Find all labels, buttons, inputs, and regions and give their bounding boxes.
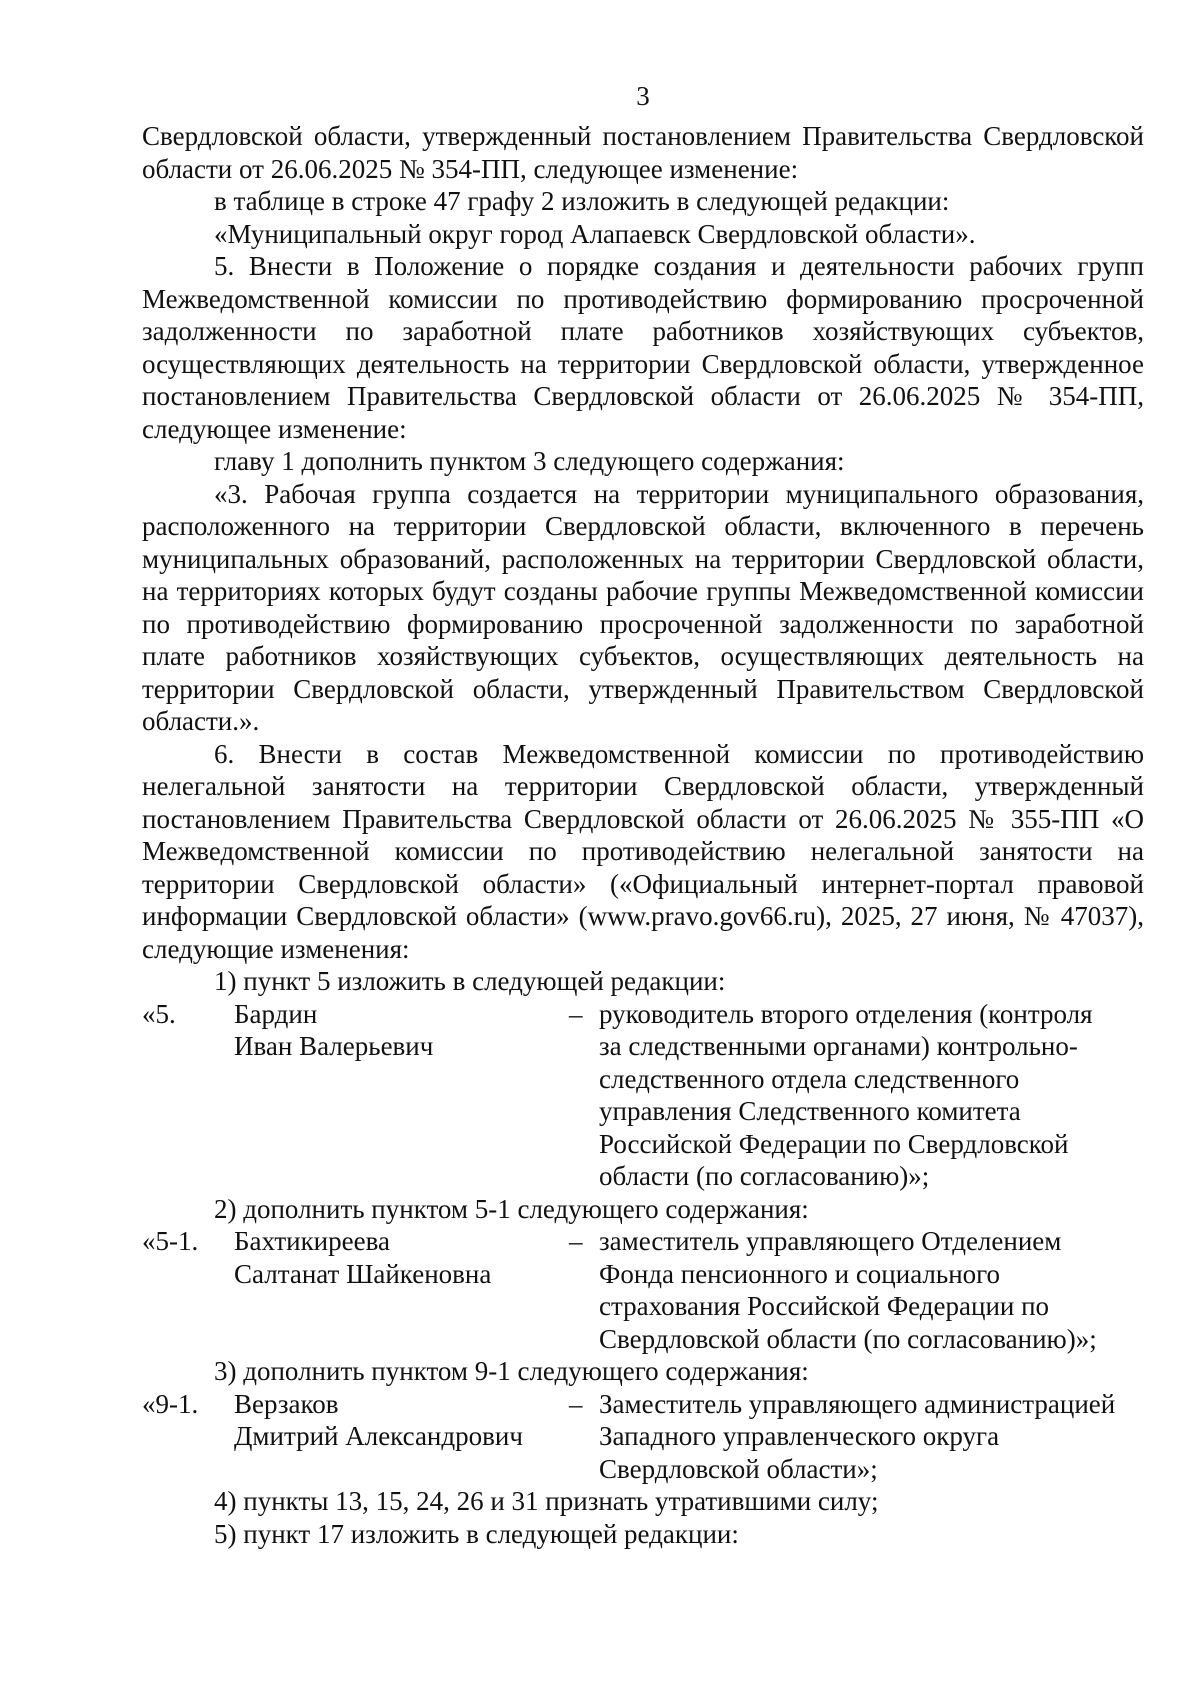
entry-number: «5.	[142, 998, 176, 1029]
member-surname: Бардин	[234, 998, 318, 1029]
member-name	[234, 998, 569, 1193]
member-position: руководитель второго отделения (контроля за следственными органами) контрольно- следственного отдела следственного управления Следственного комитета Российской Федерации по Свердловской области (по согласованию)»;	[599, 998, 1093, 1191]
member-given-names: Иван Валерьевич	[234, 1031, 434, 1061]
page-number: 3	[636, 81, 650, 111]
member-position: заместитель управляющего Отделением Фонда пенсионного и социального страхования Российской Федерации по Свердловской области (по согласованию)»;	[599, 1226, 1097, 1354]
entry-dash: –	[569, 1388, 583, 1419]
commission-member-entry	[142, 998, 1144, 1193]
member-position: Заместитель управляющего администрацией Западного управленческого округа Свердловской области»;	[599, 1388, 1116, 1484]
member-given-names: Дмитрий Александрович	[234, 1421, 523, 1451]
paragraph: в таблице в строке 47 графу 2 изложить в следующей редакции:	[214, 186, 950, 216]
member-surname: Бахтикиреева	[234, 1226, 390, 1256]
commission-member-entry	[142, 1225, 1144, 1355]
member-name	[234, 1388, 569, 1486]
member-surname: Верзаков	[234, 1388, 339, 1419]
commission-member-entry	[142, 1388, 1144, 1486]
paragraph: 1) пункт 5 изложить в следующей редакции:	[214, 966, 726, 996]
entry-dash: –	[569, 998, 583, 1029]
document-body	[142, 120, 1144, 1550]
paragraph: 5) пункт 17 изложить в следующей редакции:	[214, 1518, 739, 1549]
paragraph: 5. Внести в Положение о порядке создания и деятельности рабочих групп Межведомственной комиссии по противодействию формированию просроченной задолженности по заработной плате работников хозяйствующих субъектов, осуществляющих деятельность на территории Свердловской области, утвержденное постановлением Правительства Свердловской области от 26.06.2025 № 354-ПП, следующее изменение:	[142, 251, 1144, 444]
paragraph: 2) дополнить пунктом 5-1 следующего содержания:	[214, 1193, 809, 1224]
paragraph: «Муниципальный округ город Алапаевск Свердловской области».	[214, 218, 976, 249]
member-given-names: Салтанат Шайкеновна	[234, 1258, 492, 1289]
entry-number: «5-1.	[142, 1226, 199, 1256]
paragraph: Свердловской области, утвержденный постановлением Правительства Свердловской области от 26.06.2025 № 354-ПП, следующее изменение:	[142, 121, 1144, 184]
paragraph: 3) дополнить пунктом 9-1 следующего содержания:	[214, 1356, 809, 1386]
paragraph: 4) пункты 13, 15, 24, 26 и 31 признать утратившими силу;	[214, 1486, 879, 1516]
paragraph: 6. Внести в состав Межведомственной комиссии по противодействию нелегальной занятости на территории Свердловской области, утвержденный постановлением Правительства Свердловской области от 26.06.2025 № 355-ПП «О Межведомственной комиссии по противодействию нелегальной занятости на территории Свердловской области» («Официальный интернет-портал правовой информации Свердловской области» (www.pravo.gov66.ru), 2025, 27 июня, № 47037), следующие изменения:	[142, 738, 1144, 964]
paragraph: «3. Рабочая группа создается на территории муниципального образования, расположенного на территории Свердловской области, включенного в перечень муниципальных образований, расположенных на территории Свердловской области, на территориях которых будут созданы рабочие группы Межведомственной комиссии по противодействию формированию просроченной задолженности по заработной плате работников хозяйствующих субъектов, осуществляющих деятельность на территории Свердловской области, утвержденный Правительством Свердловской области.».	[142, 478, 1144, 736]
member-name	[234, 1225, 569, 1355]
entry-dash: –	[569, 1226, 583, 1256]
paragraph: главу 1 дополнить пунктом 3 следующего содержания:	[214, 446, 845, 476]
entry-number: «9-1.	[142, 1388, 199, 1419]
